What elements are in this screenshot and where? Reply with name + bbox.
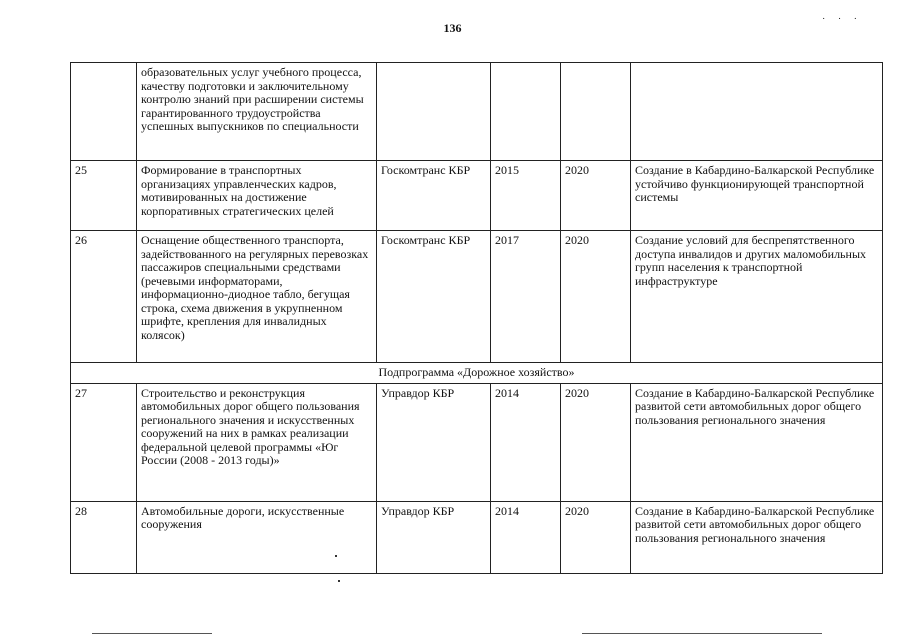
scan-dot: [335, 555, 337, 557]
end-year: 2020: [561, 231, 631, 363]
end-year: 2020: [561, 383, 631, 501]
table-row: [71, 161, 883, 231]
start-year: 2015: [491, 161, 561, 231]
footer-rule-right: [582, 633, 822, 634]
end-year: 2020: [561, 501, 631, 573]
program-table: [70, 62, 883, 574]
measure-name: Оснащение общественного транспорта, задействованного на регулярных перевозках пассажиров специальными средствами (речевыми информаторами, информационно-диодное табло, бегущая строка, схема движения в укрупненном шрифте, крепления для инвалидных колясок): [137, 231, 377, 363]
subprogram-row: [71, 363, 883, 384]
table-row: [71, 501, 883, 573]
start-year: 2014: [491, 383, 561, 501]
expected-result: Создание в Кабардино-Балкарской Республике развитой сети автомобильных дорог общего пользования регионального значения: [631, 383, 883, 501]
executor: Управдор КБР: [377, 383, 491, 501]
subprogram-title: Подпрограмма «Дорожное хозяйство»: [71, 363, 883, 384]
row-number: 28: [71, 501, 137, 573]
scan-marks: ˙ ˙ ˙: [822, 17, 862, 28]
start-year: 2014: [491, 501, 561, 573]
end-year: 2020: [561, 161, 631, 231]
row-number: [71, 63, 137, 161]
expected-result: Создание в Кабардино-Балкарской Республике развитой сети автомобильных дорог общего пользования регионального значения: [631, 501, 883, 573]
row-number: 27: [71, 383, 137, 501]
start-year: [491, 63, 561, 161]
page-number: 136: [443, 21, 462, 35]
executor: [377, 63, 491, 161]
footer-rule-left: [92, 633, 212, 634]
expected-result: [631, 63, 883, 161]
end-year: [561, 63, 631, 161]
measure-name: Строительство и реконструкция автомобильных дорог общего пользования регионального значения и искусственных сооружений на них в рамках реализации федеральной целевой программы «Юг России (2008 - 2013 годы)»: [137, 383, 377, 501]
table-row: [71, 383, 883, 501]
table-row: [71, 63, 883, 161]
executor: Управдор КБР: [377, 501, 491, 573]
scan-dot: [338, 580, 340, 582]
table-row: [71, 231, 883, 363]
measure-name: Формирование в транспортных организациях управленческих кадров, мотивированных на достижение корпоративных стратегических целей: [137, 161, 377, 231]
executor: Госкомтранс КБР: [377, 161, 491, 231]
measure-name: Автомобильные дороги, искусственные сооружения: [137, 501, 377, 573]
start-year: 2017: [491, 231, 561, 363]
row-number: 25: [71, 161, 137, 231]
expected-result: Создание в Кабардино-Балкарской Республике устойчиво функционирующей транспортной системы: [631, 161, 883, 231]
row-number: 26: [71, 231, 137, 363]
expected-result: Создание условий для беспрепятственного доступа инвалидов и других маломобильных групп населения к транспортной инфраструктуре: [631, 231, 883, 363]
measure-name: образовательных услуг учебного процесса, качеству подготовки и заключительному контролю знаний при расширении системы гарантированного трудоустройства успешных выпускников по специальности: [137, 63, 377, 161]
executor: Госкомтранс КБР: [377, 231, 491, 363]
